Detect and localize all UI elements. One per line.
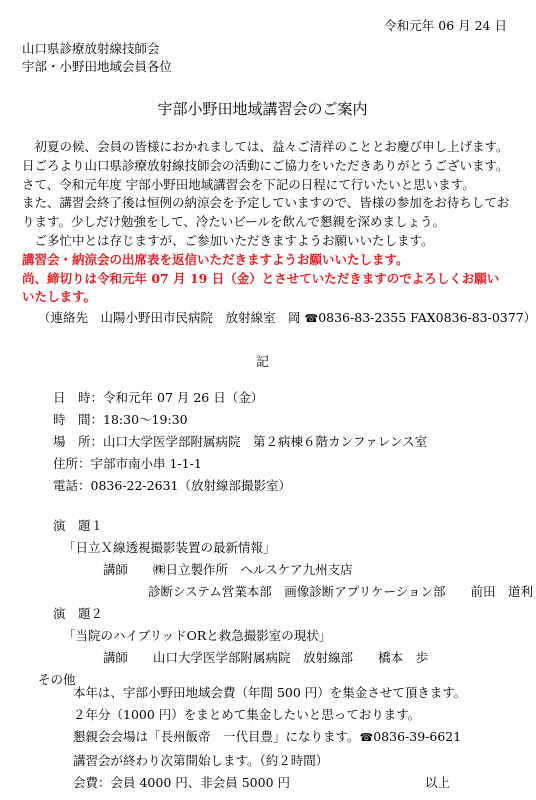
note-venue: 懇親会会場は「長州飯帝 一代目豊」になります。☎0836-39-6621 [73,726,466,749]
body-paragraph: 初夏の候、会員の皆様におかれましては、益々ご清祥のこととお慶び申し上げます。 [34,139,509,154]
event-details [53,387,427,497]
body-paragraph: ご多忙中とは存じますが、ご参加いただきますようお願いいたします。 [34,232,434,248]
others-label: その他 [38,672,76,687]
topic1-speaker: 講師 ㈱日立製作所 ヘルスケア九州支店 [103,562,353,577]
end-mark: 以上 [425,774,451,790]
topic1-title: 「日立Ｘ線透視撮影装置の最新情報」 [63,540,276,555]
topic2-speaker: 講師 山口大学医学部附属病院 放射線部 橋本 歩 [103,650,429,665]
other-notes [73,682,466,794]
note-start: 講習会が終わり次第開始します。（約２時間） [73,752,329,768]
topic1-label: 演 題１ [53,518,104,533]
telephone-icon: ☎ [359,731,374,745]
detail-time: 時 間：18:30～19:30 [53,412,188,427]
topic2-title: 「当院のハイブリッドORと救急撮影室の現状」 [63,628,332,643]
recipient-members: 宇部・小野田地域会員各位 [22,59,173,74]
body-paragraph: また、講習会終了後は恒例の納涼会を予定していますので、皆様の参加をお待ちしてお [22,195,510,211]
rsvp-notice: 講習会・納涼会の出席表を返信いただきますようお願いいたします。 [22,251,409,267]
contact-fax: FAX0836-83-0377） [410,310,536,325]
contact-line [38,308,536,326]
recipient-org: 山口県診療放射線技師会 [22,41,160,56]
document-title: 宇部小野田地域講習会のご案内 [157,100,368,118]
body-paragraph: ります。少しだけ勉強をして、冷たいビールを飲んで懇親を深めましょう。 [22,214,446,230]
deadline-notice-end: いたします。 [22,289,97,305]
note-two-year: ２年分（1000 円）をまとめて集金したいと思っております。 [73,707,421,723]
body-paragraph: 日ごろより山口県診療放射線技師会の活動にご協力をいただきありがとうございます。 [22,157,509,173]
document-date: 令和元年 06 月 24 日 [384,18,507,33]
deadline-notice: 尚、締切りは令和元年 07 月 19 日（金）とさせていただきますのでよろしくお願い [22,270,500,286]
detail-tel: 電話：0836-22-2631（放射線部撮影室） [53,478,291,493]
program [0,515,534,691]
contact-prefix: （連絡先 山陽小野田市民病院 放射線室 岡 [38,310,301,325]
letter-body [22,138,514,307]
detail-address: 住所：宇部市南小串 1-1-1 [53,456,202,471]
note-fee: 本年は、宇部小野田地域会費（年間 500 円）を集金させて頂きます。 [73,685,467,700]
telephone-icon: ☎ [304,312,319,325]
note-cost: 会費：会員 4000 円、非会員 5000 円 以上 [73,774,451,790]
detail-date: 日 時：令和元年 07 月 26 日（金） [53,390,264,405]
topic2-label: 演 題２ [53,606,104,621]
detail-place: 場 所：山口大学医学部附属病院 第２病棟６階カンファレンス室 [53,434,428,449]
ki-heading: 記 [255,355,269,370]
body-paragraph: さて、令和元年度 宇部小野田地域講習会を下記の日程にて行いたいと思います。 [22,176,475,192]
topic1-dept: 診断システム営業本部 画像診断アプリケーション部 前田 道利 [148,584,534,599]
contact-phone: 0836-83-2355 [318,310,407,325]
